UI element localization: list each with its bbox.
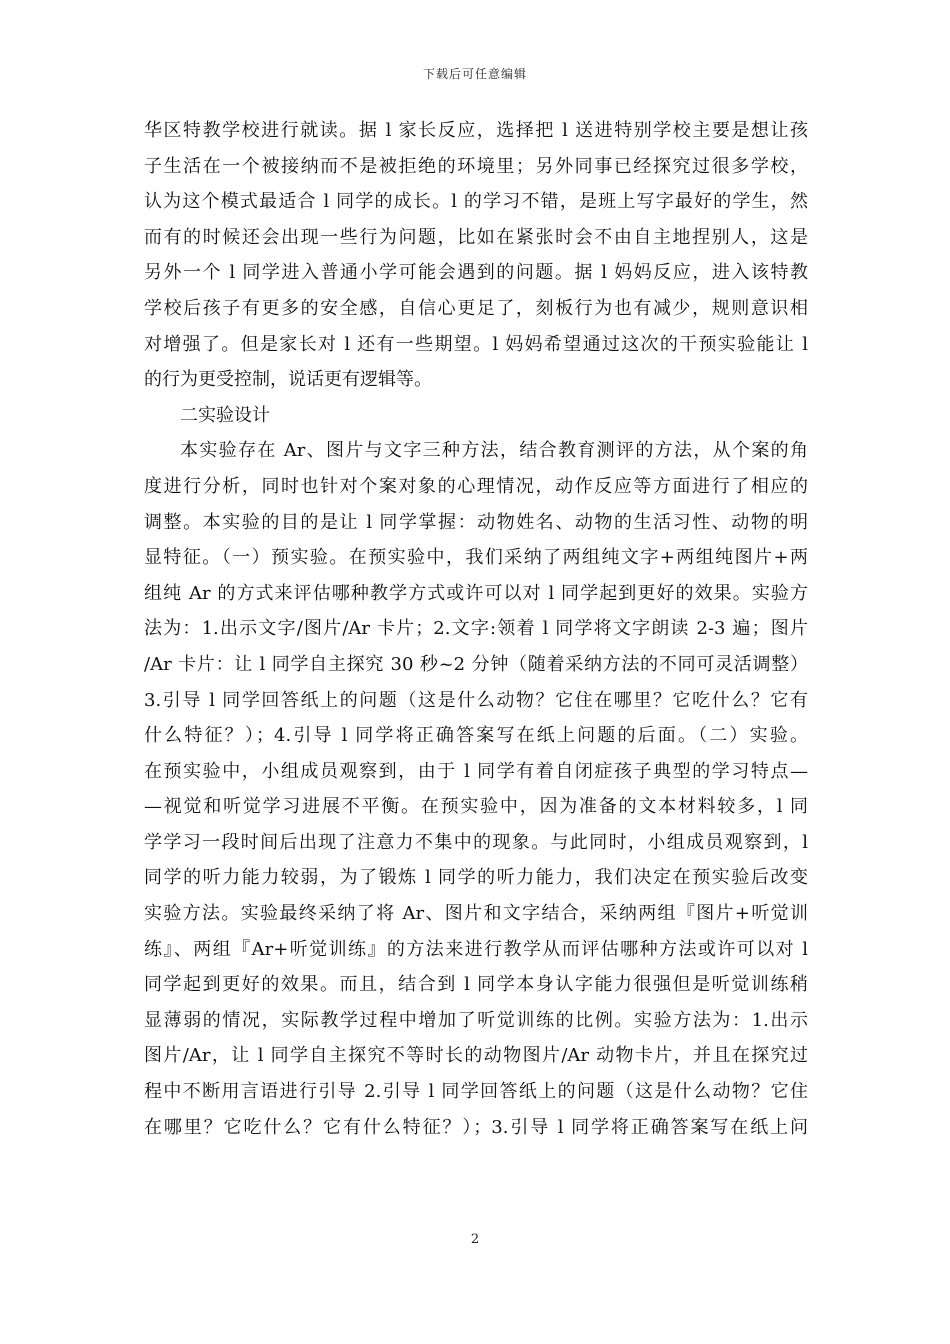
text-line: 认为这个模式最适合 l 同学的成长。l 的学习不错，是班上写字最好的学生，然 [144, 191, 808, 213]
text-line: 子生活在一个被接纳而不是被拒绝的环境里；另外同事已经探究过很多学校， [144, 155, 808, 177]
text-line: 学校后孩子有更多的安全感，自信心更足了，刻板行为也有减少，规则意识相 [144, 297, 808, 319]
text-line: 度进行分析，同时也针对个案对象的心理情况，动作反应等方面进行了相应的 [144, 475, 808, 497]
text-line: 而有的时候还会出现一些行为问题，比如在紧张时会不由自主地捏别人，这是 [144, 226, 808, 248]
paragraph-experiment-design [144, 433, 808, 1145]
text-line: 法为：1.出示文字/图片/Ar 卡片；2.文字:领着 l 同学将文字朗读 2-3 遍；图片 [144, 618, 808, 640]
text-line: 程中不断用言语进行引导 2.引导 l 同学回答纸上的问题（这是什么动物？它住 [144, 1081, 808, 1103]
page-header: 下载后可任意编辑 [422, 67, 527, 81]
text-line: 的行为更受控制，说话更有逻辑等。 [144, 369, 432, 391]
text-line: 同学起到更好的效果。而且，结合到 l 同学本身认字能力很强但是听觉训练稍 [144, 974, 808, 996]
text-line: 在预实验中，小组成员观察到，由于 l 同学有着自闭症孩子典型的学习特点— [144, 760, 808, 782]
text-line: /Ar 卡片：让 l 同学自主探究 30 秒~2 分钟（随着采纳方法的不同可灵活调整） [144, 653, 808, 675]
text-line: 同学的听力能力较弱，为了锻炼 l 同学的听力能力，我们决定在预实验后改变 [144, 867, 808, 889]
text-line: 显特征。（一）预实验。在预实验中，我们采纳了两组纯文字+两组纯图片+两 [144, 547, 808, 569]
page-number: 2 [470, 1232, 480, 1247]
text-line: 显薄弱的情况，实际教学过程中增加了听觉训练的比例。实验方法为：1.出示 [144, 1009, 808, 1031]
text-line: 组纯 Ar 的方式来评估哪种教学方式或许可以对 l 同学起到更好的效果。实验方 [144, 582, 808, 604]
text-line: 实验方法。实验最终采纳了将 Ar、图片和文字结合，采纳两组『图片+听觉训 [144, 903, 808, 925]
text-line: 什么特征？）；4.引导 l 同学将正确答案写在纸上问题的后面。（二）实验。 [144, 725, 808, 747]
text-line: 练』、两组『Ar+听觉训练』的方法来进行教学从而评估哪种方法或许可以对 l [144, 938, 808, 960]
text-line: 另外一个 l 同学进入普通小学可能会遇到的问题。据 l 妈妈反应，进入该特教 [144, 262, 808, 284]
text-line: 3.引导 l 同学回答纸上的问题（这是什么动物？它住在哪里？它吃什么？它有 [144, 689, 808, 711]
text-line: 图片/Ar，让 l 同学自主探究不等时长的动物图片/Ar 动物卡片，并且在探究过 [144, 1045, 808, 1067]
text-line: 在哪里？它吃什么？它有什么特征？）；3.引导 l 同学将正确答案写在纸上问 [144, 1116, 808, 1138]
text-line: —视觉和听觉学习进展不平衡。在预实验中，因为准备的文本材料较多，l 同 [144, 796, 808, 818]
text-line: 对增强了。但是家长对 l 还有一些期望。l 妈妈希望通过这次的干预实验能让 l [144, 333, 808, 355]
text-line: 学学习一段时间后出现了注意力不集中的现象。与此同时，小组成员观察到，l [144, 831, 808, 853]
paragraph-background [144, 113, 808, 398]
text-line: 华区特教学校进行就读。据 l 家长反应，选择把 l 送进特别学校主要是想让孩 [144, 120, 808, 141]
text-line: 本实验存在 Ar、图片与文字三种方法，结合教育测评的方法，从个案的角 [180, 440, 808, 462]
text-line: 调整。本实验的目的是让 l 同学掌握：动物姓名、动物的生活习性、动物的明 [144, 511, 808, 533]
document-body [144, 113, 808, 1145]
section-heading: 二实验设计 [180, 404, 270, 426]
